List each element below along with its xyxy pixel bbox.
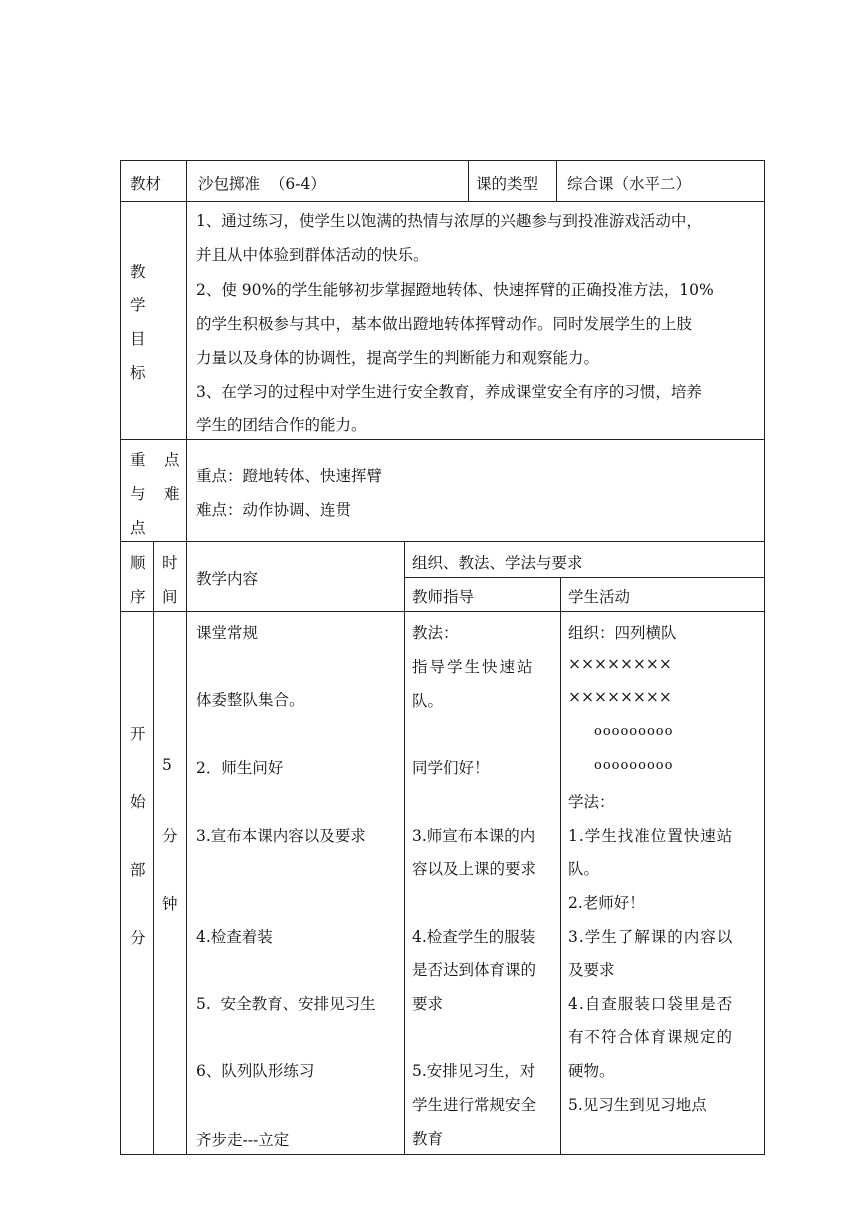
section-name-char: 始	[130, 793, 146, 811]
formation-row-o: ooooooooo	[594, 758, 674, 773]
student-line: 队。	[568, 860, 600, 878]
content-item: 2．师生问好	[196, 759, 284, 777]
student-header: 学生活动	[568, 588, 631, 606]
section-name-char: 部	[130, 861, 146, 879]
time-header-char: 时	[162, 554, 178, 572]
grid-line	[404, 541, 405, 1155]
grid-line	[120, 541, 765, 542]
section-time-char: 分	[162, 827, 178, 845]
content-item: 4.检查着装	[196, 928, 273, 946]
objective-line: 的学生积极参与其中，基本做出蹬地转体挥臂动作。同时发展学生的上肢	[196, 315, 693, 333]
grid-line	[120, 160, 765, 161]
student-line: 2.老师好！	[568, 894, 645, 912]
key-point-text: 重点：蹬地转体、快速挥臂	[196, 467, 383, 485]
teacher-line: 学生进行常规安全	[412, 1096, 537, 1114]
section-time-char: 钟	[162, 895, 178, 913]
grid-line	[120, 1154, 765, 1155]
jiaocai-label: 教材	[130, 175, 162, 193]
content-item: 5. 安全教育、安排见习生	[196, 995, 376, 1013]
teacher-header: 教师指导	[412, 588, 475, 606]
formation-row-x: ××××××××	[568, 655, 672, 673]
grid-line	[560, 577, 561, 1155]
key-label-char: 点	[130, 519, 146, 537]
lesson-type-value: 综合课（水平二）	[567, 175, 692, 193]
difficulty-text: 难点：动作协调、连贯	[196, 501, 352, 519]
student-line: 5.见习生到见习地点	[568, 1096, 707, 1114]
objective-line: 并且从中体验到群体活动的快乐。	[196, 246, 429, 264]
teacher-line: 是否达到体育课的	[412, 961, 537, 979]
section-time-char: 5	[162, 756, 172, 774]
content-item: 体委整队集合。	[196, 691, 305, 709]
teacher-line: 4.检查学生的服装	[412, 928, 536, 946]
key-label-char: 点	[164, 451, 180, 469]
order-header-char: 顺	[130, 554, 146, 572]
student-line: 4.自查服装口袋里是否	[568, 995, 734, 1013]
grid-line	[153, 541, 154, 1155]
student-line: 有不符合体育课规定的	[568, 1028, 734, 1046]
grid-line	[186, 160, 187, 1155]
grid-line	[120, 611, 765, 612]
student-line: 学法：	[568, 793, 615, 811]
grid-line	[468, 160, 469, 202]
objective-line: 学生的团结合作的能力。	[196, 416, 367, 434]
student-line: 1.学生找准位置快速站	[568, 827, 734, 845]
objectives-label-char: 标	[130, 364, 146, 382]
grid-line	[120, 439, 765, 440]
content-item: 课堂常规	[196, 624, 259, 642]
student-line: 硬物。	[568, 1062, 615, 1080]
teacher-line: 队。	[412, 692, 444, 710]
objective-line: 2、使 90%的学生能够初步掌握蹬地转体、快速挥臂的正确投准方法，10%	[196, 281, 714, 299]
time-header-char: 间	[162, 588, 178, 606]
formation-row-o: ooooooooo	[594, 724, 674, 739]
student-line: 3.学生了解课的内容以	[568, 928, 734, 946]
grid-line	[764, 160, 765, 1155]
grid-line	[120, 201, 765, 202]
content-header: 教学内容	[196, 570, 259, 588]
teacher-line: 5.安排见习生，对	[412, 1062, 536, 1080]
content-item: 齐步走---立定	[196, 1131, 290, 1149]
grid-line	[404, 577, 765, 578]
content-item: 6、队列队形练习	[196, 1062, 315, 1080]
lesson-type-label: 课的类型	[476, 175, 539, 193]
key-label-char: 难	[164, 485, 180, 503]
objectives-label-char: 学	[130, 296, 146, 314]
teacher-line: 要求	[412, 995, 444, 1013]
teacher-line: 3.师宣布本课的内	[412, 827, 536, 845]
teacher-line: 同学们好！	[412, 759, 490, 777]
teacher-line: 教育	[412, 1130, 444, 1148]
objectives-label-char: 目	[130, 330, 146, 348]
teacher-line: 指导学生快速站	[412, 658, 535, 676]
jiaocai-value: 沙包掷准 （6-4）	[198, 175, 326, 193]
teacher-line: 教法：	[412, 624, 459, 642]
objective-line: 力量以及身体的协调性，提高学生的判断能力和观察能力。	[196, 349, 600, 367]
org-header: 组织、教法、学法与要求	[412, 554, 583, 572]
grid-line	[120, 160, 121, 1155]
section-name-char: 分	[130, 929, 146, 947]
objective-line: 1、通过练习，使学生以饱满的热情与浓厚的兴趣参与到投准游戏活动中，	[196, 212, 702, 230]
content-item: 3.宣布本课内容以及要求	[196, 827, 366, 845]
formation-row-x: ××××××××	[568, 688, 672, 706]
section-name-char: 开	[130, 725, 146, 743]
teacher-line: 容以及上课的要求	[412, 860, 537, 878]
objectives-label-char: 教	[130, 263, 146, 281]
student-line: 及要求	[568, 961, 615, 979]
student-line: 组织：四列横队	[568, 624, 677, 642]
key-label-char: 与	[130, 485, 146, 503]
order-header-char: 序	[130, 588, 146, 606]
key-label-char: 重	[130, 451, 146, 469]
objective-line: 3、在学习的过程中对学生进行安全教育，养成课堂安全有序的习惯，培养	[196, 383, 702, 401]
grid-line	[556, 160, 557, 202]
